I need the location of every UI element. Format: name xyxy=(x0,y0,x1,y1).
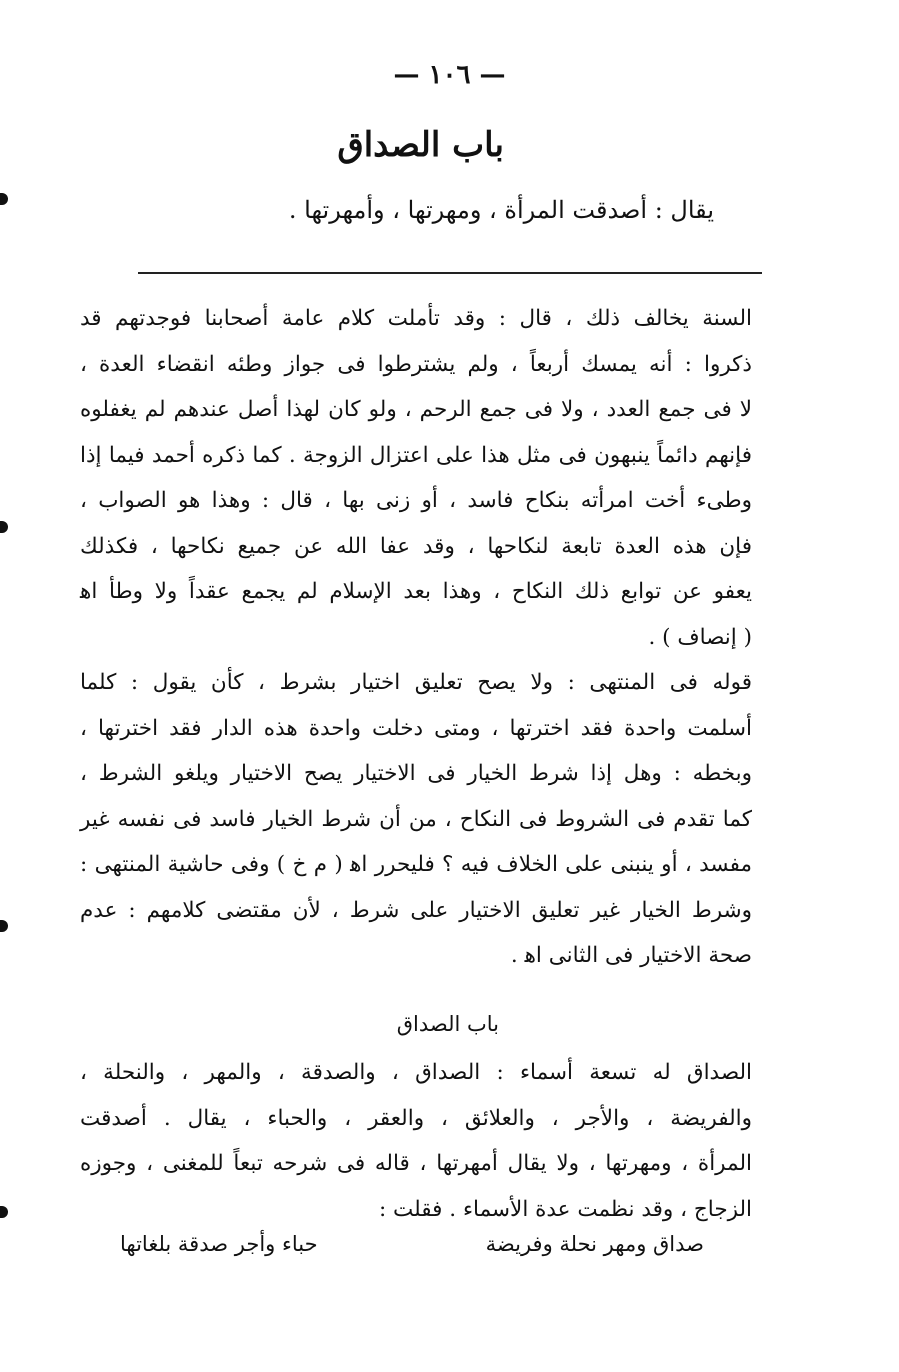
verse-first-hemistich: صداق ومهر نحلة وفريضة xyxy=(485,1232,704,1256)
commentary-line: صحة الاختيار فى الثانى اﻫ . xyxy=(510,943,752,968)
commentary-line: أسلمت واحدة فقد اخترتها ، ومتى دخلت واحدة هذه الدار فقد اخترتها ، xyxy=(80,715,752,741)
footnote-divider xyxy=(138,272,762,274)
margin-binding-mark xyxy=(0,920,8,932)
commentary-line: السنة يخالف ذلك ، قال : وقد تأملت كلام عامة أصحابنا فوجدتهم قد xyxy=(80,306,752,331)
chapter-subtitle: يقال : أصدقت المرأة ، ومهرتها ، وأمهرتها . xyxy=(288,196,714,224)
verse-second-hemistich: حباء وأجر صدقة بلغاتها xyxy=(120,1232,318,1256)
margin-binding-mark xyxy=(0,521,8,533)
commentary-line: وطىء أخت امرأته بنكاح فاسد ، أو زنى بها ، قال : وهذا هو الصواب ، xyxy=(80,488,752,513)
commentary-line: يعفو عن توابع ذلك النكاح ، وهذا بعد الإسلام لم يجمع عقداً ولا وطأ اﻫ xyxy=(80,579,752,604)
margin-binding-mark xyxy=(0,193,8,205)
commentary-line: وبخطه : وهل إذا شرط الخيار فى الاختيار يصح الاختيار ويلغو الشرط ، xyxy=(80,761,752,786)
sadaq-line: والفريضة ، والأجر ، والعلائق ، والعقر ، والحباء ، يقال . أصدقت xyxy=(80,1105,752,1131)
commentary-line: وشرط الخيار غير تعليق الاختيار على شرط ، لأن مقتضى كلامهم : عدم xyxy=(80,897,752,923)
commentary-line: قوله فى المنتهى : ولا يصح تعليق اختيار بشرط ، كأن يقول : كلما xyxy=(80,670,752,695)
commentary-line: لا فى جمع العدد ، ولا فى جمع الرحم ، ولو كان لهذا أصل عندهم لم يغفلوه xyxy=(80,397,752,422)
sadaq-line: المرأة ، ومهرتها ، ولا يقال أمهرتها ، قاله فى شرحه تبعاً للمغنى ، وجوزه xyxy=(80,1151,752,1176)
commentary-line: ذكروا : أنه يمسك أربعاً ، ولم يشترطوا فى جواز وطئه انقضاء العدة ، xyxy=(80,351,752,377)
chapter-title: باب الصداق xyxy=(337,125,504,165)
commentary-line: فإنهم دائماً ينبهون فى مثل هذا على اعتزال الزوجة . كما ذكره أحمد فيما إذا xyxy=(80,442,752,468)
commentary-line: ( إنصاف ) . xyxy=(648,624,752,650)
section-heading: باب الصداق xyxy=(396,1012,499,1036)
commentary-block xyxy=(80,296,752,979)
margin-binding-mark xyxy=(0,1206,8,1218)
commentary-line: فإن هذه العدة تابعة لنكاحها ، وقد عفا الله عن جميع نكاحها ، فكذلك xyxy=(80,533,752,559)
poem-verse xyxy=(120,1232,704,1256)
page-number: — ١٠٦ — xyxy=(393,60,506,90)
commentary-line: مفسد ، أو ينبنى على الخلاف فيه ؟ فليحرر اﻫ ( م خ ) وفى حاشية المنتهى : xyxy=(80,852,752,877)
sadaq-line: الصداق له تسعة أسماء : الصداق ، والصدقة ، والمهر ، والنحلة ، xyxy=(80,1060,752,1085)
sadaq-line: الزجاج ، وقد نظمت عدة الأسماء . فقلت : xyxy=(378,1196,752,1222)
commentary-line: كما تقدم فى الشروط فى النكاح ، من أن شرط الخيار فاسد فى نفسه غير xyxy=(80,806,752,832)
sadaq-paragraph xyxy=(80,1050,752,1232)
